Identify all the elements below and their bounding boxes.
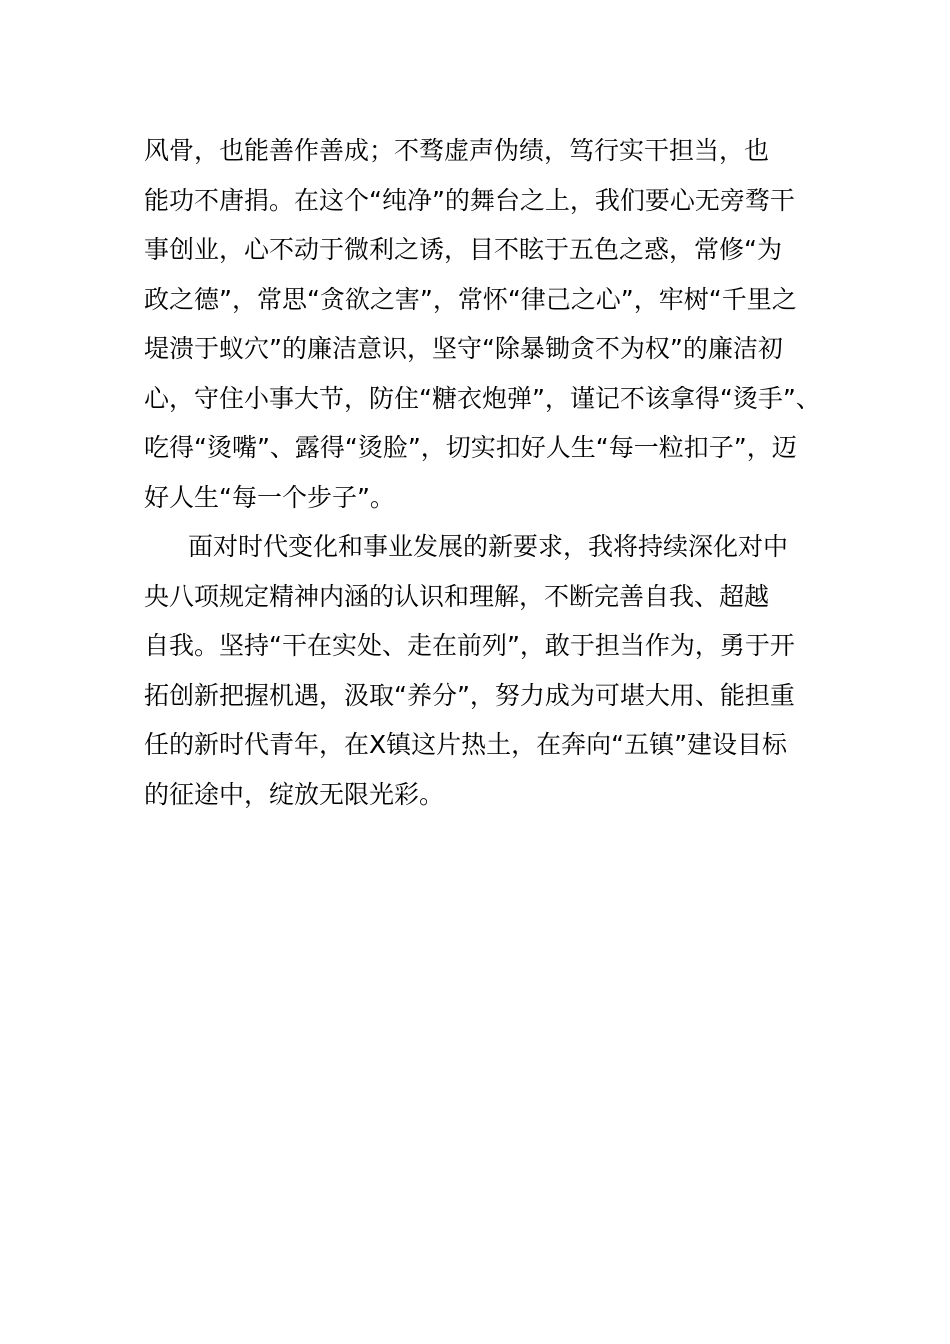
- text-line: 自我。坚持“干在实处、走在前列”，敢于担当作为，勇于开: [144, 631, 795, 660]
- text-line: 拓创新把握机遇，汲取“养分”，努力成为可堪大用、能担重: [144, 680, 795, 710]
- paragraph-1: [144, 126, 824, 522]
- text-line: 好人生“每一个步子”。: [144, 482, 395, 512]
- text-line: 面对时代变化和事业发展的新要求，我将持续深化对中: [188, 532, 789, 561]
- text-line: 吃得“烫嘴”、露得“烫脸”，切实扣好人生“每一粒扣子”，迈: [144, 433, 797, 462]
- text-line: 的征途中，绽放无限光彩。: [144, 779, 445, 809]
- text-line: 堤溃于蚁穴”的廉洁意识，坚守“除暴锄贪不为权”的廉洁初: [144, 334, 783, 363]
- document-body: [144, 126, 824, 819]
- text-line: 心，守住小事大节，防住“糖衣炮弹”，谨记不该拿得“烫手”、: [144, 383, 821, 413]
- text-line: 风骨，也能善作善成；不骛虚声伪绩，笃行实干担当，也: [144, 136, 770, 165]
- text-line: 事创业，心不动于微利之诱，目不眩于五色之惑，常修“为: [144, 235, 782, 264]
- paragraph-2: [144, 522, 824, 819]
- text-line: 央八项规定精神内涵的认识和理解，不断完善自我、超越: [144, 581, 770, 611]
- text-line: 政之德”，常思“贪欲之害”，常怀“律己之心”，牢树“千里之: [144, 284, 797, 314]
- text-line: 能功不唐捐。在这个“纯净”的舞台之上，我们要心无旁骛干: [144, 185, 795, 215]
- text-line: 任的新时代青年，在X镇这片热土，在奔向“五镇”建设目标: [144, 730, 788, 759]
